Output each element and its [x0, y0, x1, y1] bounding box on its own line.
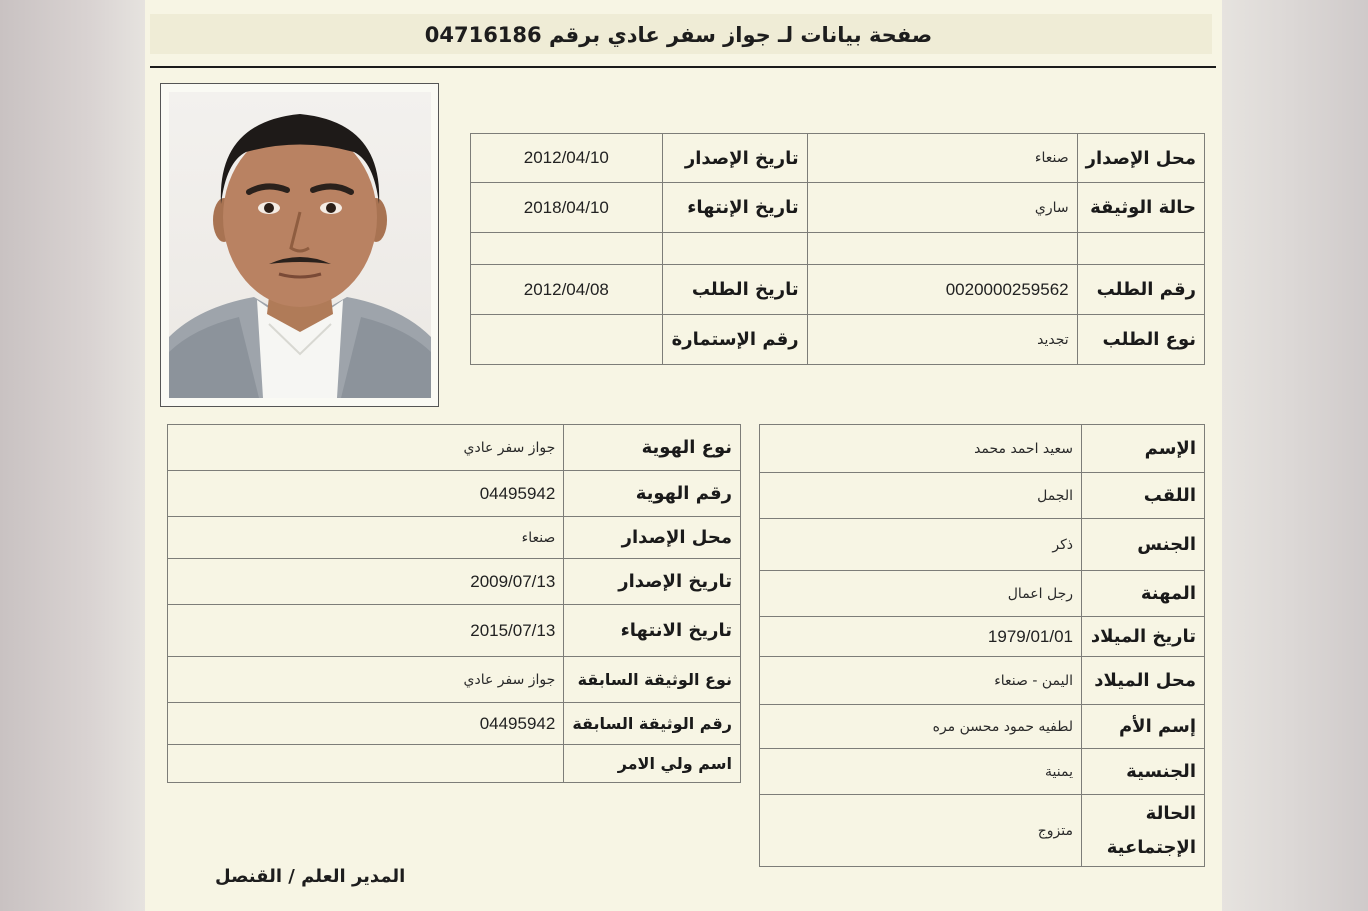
- birth-date-value: 1979/01/01: [760, 617, 1082, 657]
- id-issue-date-value: 2009/07/13: [168, 559, 564, 605]
- passport-info-table: [470, 133, 1205, 365]
- table-row: [760, 795, 1205, 867]
- guardian-name-label: اسم ولي الامر: [564, 745, 741, 783]
- portrait-image: [169, 92, 431, 398]
- birth-place-label: محل الميلاد: [1082, 657, 1205, 705]
- id-number-label: رقم الهوية: [564, 471, 741, 517]
- occupation-value: رجل اعمال: [760, 571, 1082, 617]
- request-type-value: تجديد: [807, 315, 1077, 365]
- issue-place-label: محل الإصدار: [1077, 134, 1204, 183]
- marital-status-value: متزوج: [760, 795, 1082, 867]
- id-expiry-date-label: تاريخ الانتهاء: [564, 605, 741, 657]
- empty-cell: [471, 233, 663, 265]
- table-row: [760, 657, 1205, 705]
- table-row: [471, 183, 1205, 233]
- id-issue-place-label: محل الإصدار: [564, 517, 741, 559]
- previous-document-type-value: جواز سفر عادي: [168, 657, 564, 703]
- table-row: [168, 745, 741, 783]
- table-row: [168, 425, 741, 471]
- table-row: [168, 703, 741, 745]
- table-row: [168, 517, 741, 559]
- previous-document-number-label: رقم الوثيقة السابقة: [564, 703, 741, 745]
- table-row: [168, 605, 741, 657]
- id-type-value: جواز سفر عادي: [168, 425, 564, 471]
- gender-value: ذكر: [760, 519, 1082, 571]
- mother-name-label: إسم الأم: [1082, 705, 1205, 749]
- table-row: [471, 315, 1205, 365]
- marital-status-label: الحالة الإجتماعية: [1082, 795, 1205, 867]
- surname-value: الجمل: [760, 473, 1082, 519]
- form-number-value: [471, 315, 663, 365]
- empty-cell: [662, 233, 807, 265]
- personal-info-table: [759, 424, 1205, 867]
- issue-date-label: تاريخ الإصدار: [662, 134, 807, 183]
- expiry-date-label: تاريخ الإنتهاء: [662, 183, 807, 233]
- name-label: الإسم: [1082, 425, 1205, 473]
- empty-cell: [1077, 233, 1204, 265]
- table-row: [168, 471, 741, 517]
- table-row: [168, 657, 741, 703]
- issue-date-value: 2012/04/10: [471, 134, 663, 183]
- birth-place-value: اليمن - صنعاء: [760, 657, 1082, 705]
- nationality-value: يمنية: [760, 749, 1082, 795]
- table-row: [760, 749, 1205, 795]
- request-number-value: 0020000259562: [807, 265, 1077, 315]
- table-row: [471, 233, 1205, 265]
- title-divider: [150, 66, 1216, 68]
- request-date-label: تاريخ الطلب: [662, 265, 807, 315]
- occupation-label: المهنة: [1082, 571, 1205, 617]
- table-row: [760, 571, 1205, 617]
- signature-line: المدير العلم / القنصل: [215, 866, 406, 887]
- table-row: [471, 134, 1205, 183]
- document-title: صفحة بيانات لـ جواز سفر عادي برقم 04716186: [424, 23, 933, 47]
- table-row: [760, 705, 1205, 749]
- document-status-value: ساري: [807, 183, 1077, 233]
- request-number-label: رقم الطلب: [1077, 265, 1204, 315]
- previous-document-number-value: 04495942: [168, 703, 564, 745]
- birth-date-label: تاريخ الميلاد: [1082, 617, 1205, 657]
- table-row: [760, 617, 1205, 657]
- issue-place-value: صنعاء: [807, 134, 1077, 183]
- id-number-value: 04495942: [168, 471, 564, 517]
- mother-name-value: لطفيه حمود محسن مره: [760, 705, 1082, 749]
- empty-cell: [807, 233, 1077, 265]
- table-row: [760, 519, 1205, 571]
- table-row: [760, 425, 1205, 473]
- id-expiry-date-value: 2015/07/13: [168, 605, 564, 657]
- id-type-label: نوع الهوية: [564, 425, 741, 471]
- surname-label: اللقب: [1082, 473, 1205, 519]
- id-issue-place-value: صنعاء: [168, 517, 564, 559]
- previous-document-type-label: نوع الوثيقة السابقة: [564, 657, 741, 703]
- id-document-table: [167, 424, 741, 783]
- gender-label: الجنس: [1082, 519, 1205, 571]
- photo-frame: [160, 83, 439, 407]
- request-date-value: 2012/04/08: [471, 265, 663, 315]
- nationality-label: الجنسية: [1082, 749, 1205, 795]
- name-value: سعيد احمد محمد: [760, 425, 1082, 473]
- guardian-name-value: [168, 745, 564, 783]
- document-page: [145, 0, 1222, 911]
- table-row: [471, 265, 1205, 315]
- form-number-label: رقم الإستمارة: [662, 315, 807, 365]
- request-type-label: نوع الطلب: [1077, 315, 1204, 365]
- table-row: [168, 559, 741, 605]
- holder-photo: [169, 92, 431, 398]
- expiry-date-value: 2018/04/10: [471, 183, 663, 233]
- table-row: [760, 473, 1205, 519]
- document-status-label: حالة الوثيقة: [1077, 183, 1204, 233]
- id-issue-date-label: تاريخ الإصدار: [564, 559, 741, 605]
